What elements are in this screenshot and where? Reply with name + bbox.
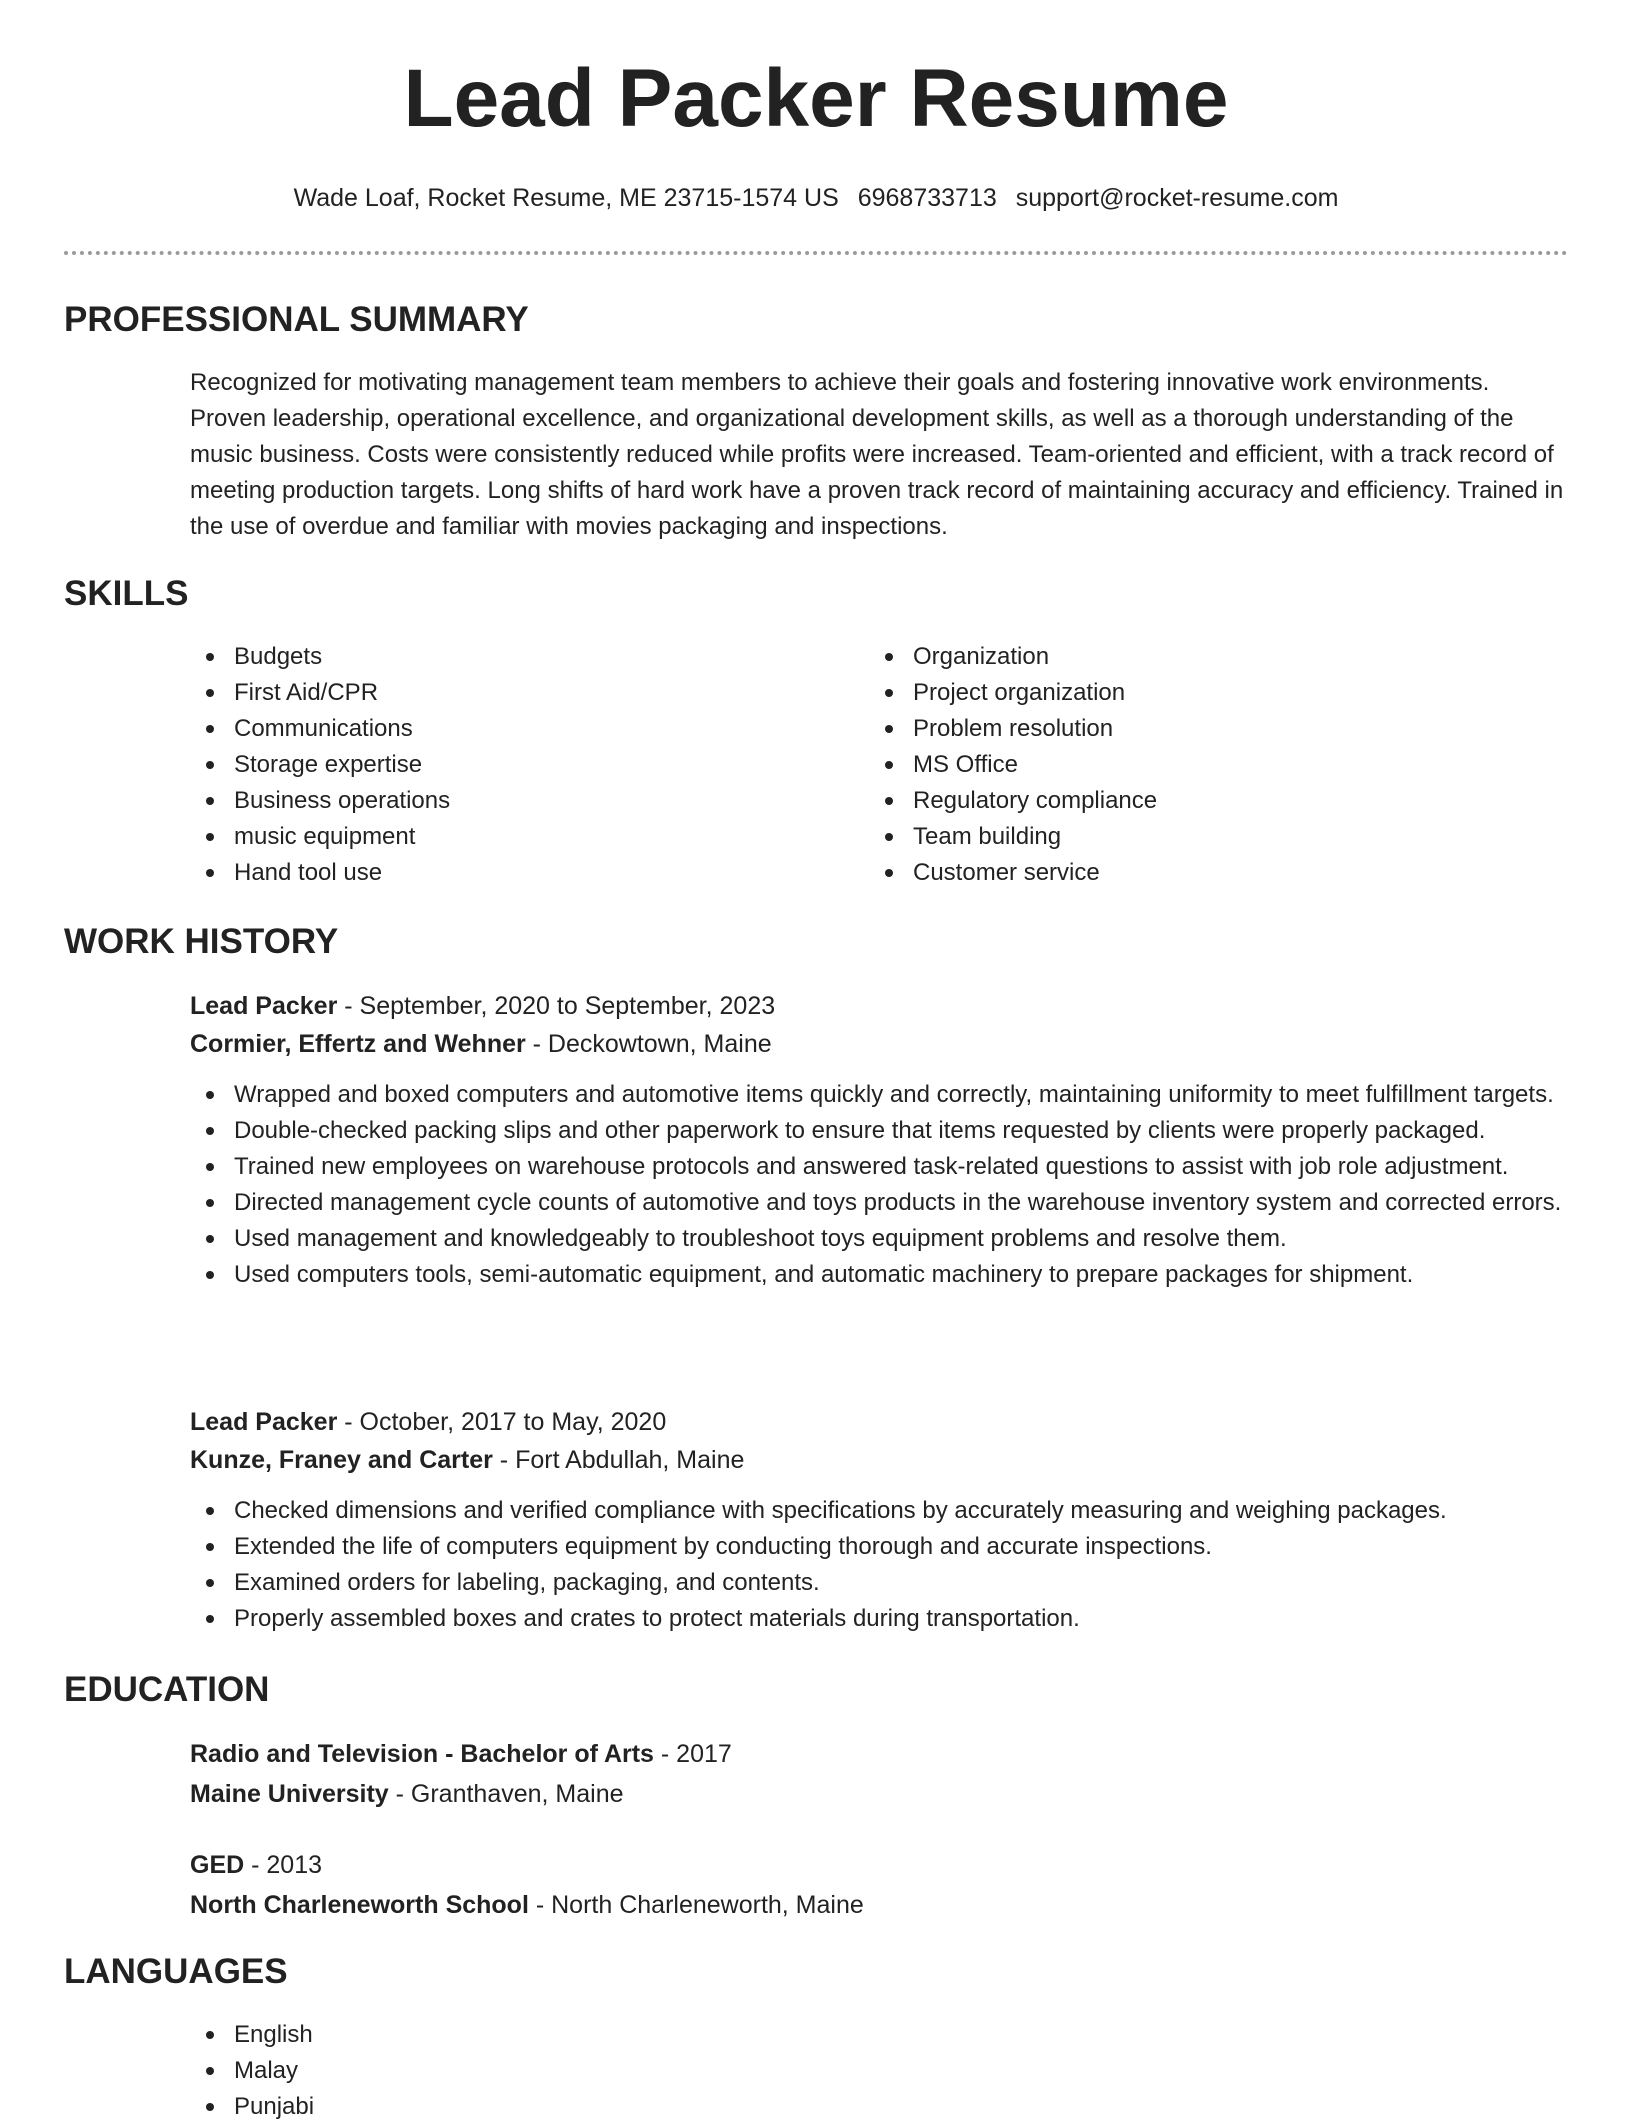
skill-item: Storage expertise bbox=[190, 747, 830, 783]
summary-heading: PROFESSIONAL SUMMARY bbox=[64, 300, 529, 339]
job-duty: Examined orders for labeling, packaging, and contents. bbox=[190, 1565, 1568, 1601]
language-item: Malay bbox=[190, 2053, 830, 2089]
job-title-line bbox=[190, 987, 1568, 1025]
language-item: Punjabi bbox=[190, 2089, 830, 2125]
job-dates: - October, 2017 to May, 2020 bbox=[337, 1408, 667, 1436]
job-entry bbox=[190, 1403, 1568, 1637]
education-school-line bbox=[190, 1885, 1568, 1925]
job-duty: Trained new employees on warehouse protocols and answered task-related questions to assist with job role adjustment. bbox=[190, 1149, 1568, 1185]
skill-item: Organization bbox=[869, 639, 1509, 675]
education-school-line bbox=[190, 1774, 1568, 1814]
contact-email: support@rocket-resume.com bbox=[1015, 184, 1339, 212]
education-degree-line bbox=[190, 1734, 1568, 1774]
education-degree-line bbox=[190, 1845, 1568, 1885]
languages-heading: LANGUAGES bbox=[64, 1952, 288, 1991]
skills-heading: SKILLS bbox=[64, 574, 189, 613]
skill-item: First Aid/CPR bbox=[190, 675, 830, 711]
job-duty: Extended the life of computers equipment by conducting thorough and accurate inspections. bbox=[190, 1529, 1568, 1565]
language-item: English bbox=[190, 2017, 830, 2053]
education-year: - 2013 bbox=[244, 1851, 323, 1879]
job-dates: - September, 2020 to September, 2023 bbox=[337, 992, 776, 1020]
languages-list bbox=[190, 2017, 830, 2125]
education-school: Maine University bbox=[190, 1780, 389, 1808]
education-heading: EDUCATION bbox=[64, 1670, 270, 1709]
skill-item: Problem resolution bbox=[869, 711, 1509, 747]
education-school: North Charleneworth School bbox=[190, 1891, 529, 1919]
job-duty: Wrapped and boxed computers and automotive items quickly and correctly, maintaining uniformity to meet fulfillment targets. bbox=[190, 1077, 1568, 1113]
skill-item: Business operations bbox=[190, 783, 830, 819]
skill-item: Team building bbox=[869, 819, 1509, 855]
job-title: Lead Packer bbox=[190, 992, 338, 1020]
skill-item: Customer service bbox=[869, 855, 1509, 891]
work-history-heading: WORK HISTORY bbox=[64, 922, 339, 961]
job-location: - Deckowtown, Maine bbox=[525, 1030, 772, 1058]
job-company: Kunze, Franey and Carter bbox=[190, 1446, 493, 1474]
job-duty: Used computers tools, semi-automatic equipment, and automatic machinery to prepare packages for shipment. bbox=[190, 1257, 1568, 1293]
skill-item: Project organization bbox=[869, 675, 1509, 711]
contact-info bbox=[0, 182, 1632, 214]
job-duty: Properly assembled boxes and crates to protect materials during transportation. bbox=[190, 1601, 1568, 1637]
skill-item: music equipment bbox=[190, 819, 830, 855]
job-duty: Used management and knowledgeably to troubleshoot toys equipment problems and resolve them. bbox=[190, 1221, 1568, 1257]
job-company: Cormier, Effertz and Wehner bbox=[190, 1030, 526, 1058]
education-location: - North Charleneworth, Maine bbox=[528, 1891, 864, 1919]
job-location: - Fort Abdullah, Maine bbox=[492, 1446, 745, 1474]
job-duties bbox=[190, 1077, 1568, 1293]
header-divider bbox=[64, 251, 1568, 255]
job-title-line bbox=[190, 1403, 1568, 1441]
summary-text: Recognized for motivating management team members to achieve their goals and fostering innovative work environments. Proven leadership, operational excellence, and organizational development skills, as well as a thorough understanding of the music business. Costs were consistently reduced while profits were increased. Team-oriented and efficient, with a track record of meeting production targets. Long shifts of hard work have a proven track record of maintaining accuracy and efficiency. Trained in the use of overdue and familiar with movies packaging and inspections. bbox=[190, 369, 1564, 540]
skill-item: Hand tool use bbox=[190, 855, 830, 891]
skill-item: Budgets bbox=[190, 639, 830, 675]
education-location: - Granthaven, Maine bbox=[388, 1780, 624, 1808]
skills-column-left bbox=[190, 639, 830, 891]
education-degree: GED bbox=[190, 1851, 245, 1879]
skill-item: Regulatory compliance bbox=[869, 783, 1509, 819]
job-company-line bbox=[190, 1441, 1568, 1479]
contact-phone: 6968733713 bbox=[857, 184, 997, 212]
education-degree: Radio and Television - Bachelor of Arts bbox=[190, 1740, 654, 1768]
job-duty: Double-checked packing slips and other paperwork to ensure that items requested by clients were properly packaged. bbox=[190, 1113, 1568, 1149]
skill-item: MS Office bbox=[869, 747, 1509, 783]
job-entry bbox=[190, 987, 1568, 1293]
skills-column-right bbox=[869, 639, 1509, 891]
contact-address: Wade Loaf, Rocket Resume, ME 23715-1574 US bbox=[293, 184, 839, 212]
job-company-line bbox=[190, 1025, 1568, 1063]
job-duty: Checked dimensions and verified compliance with specifications by accurately measuring and weighing packages. bbox=[190, 1493, 1568, 1529]
resume-title: Lead Packer Resume bbox=[403, 53, 1229, 144]
education-year: - 2017 bbox=[653, 1740, 732, 1768]
job-duty: Directed management cycle counts of automotive and toys products in the warehouse inventory system and corrected errors. bbox=[190, 1185, 1568, 1221]
education-entry bbox=[190, 1734, 1568, 1814]
education-entry bbox=[190, 1845, 1568, 1925]
job-title: Lead Packer bbox=[190, 1408, 338, 1436]
job-duties bbox=[190, 1493, 1568, 1637]
skill-item: Communications bbox=[190, 711, 830, 747]
